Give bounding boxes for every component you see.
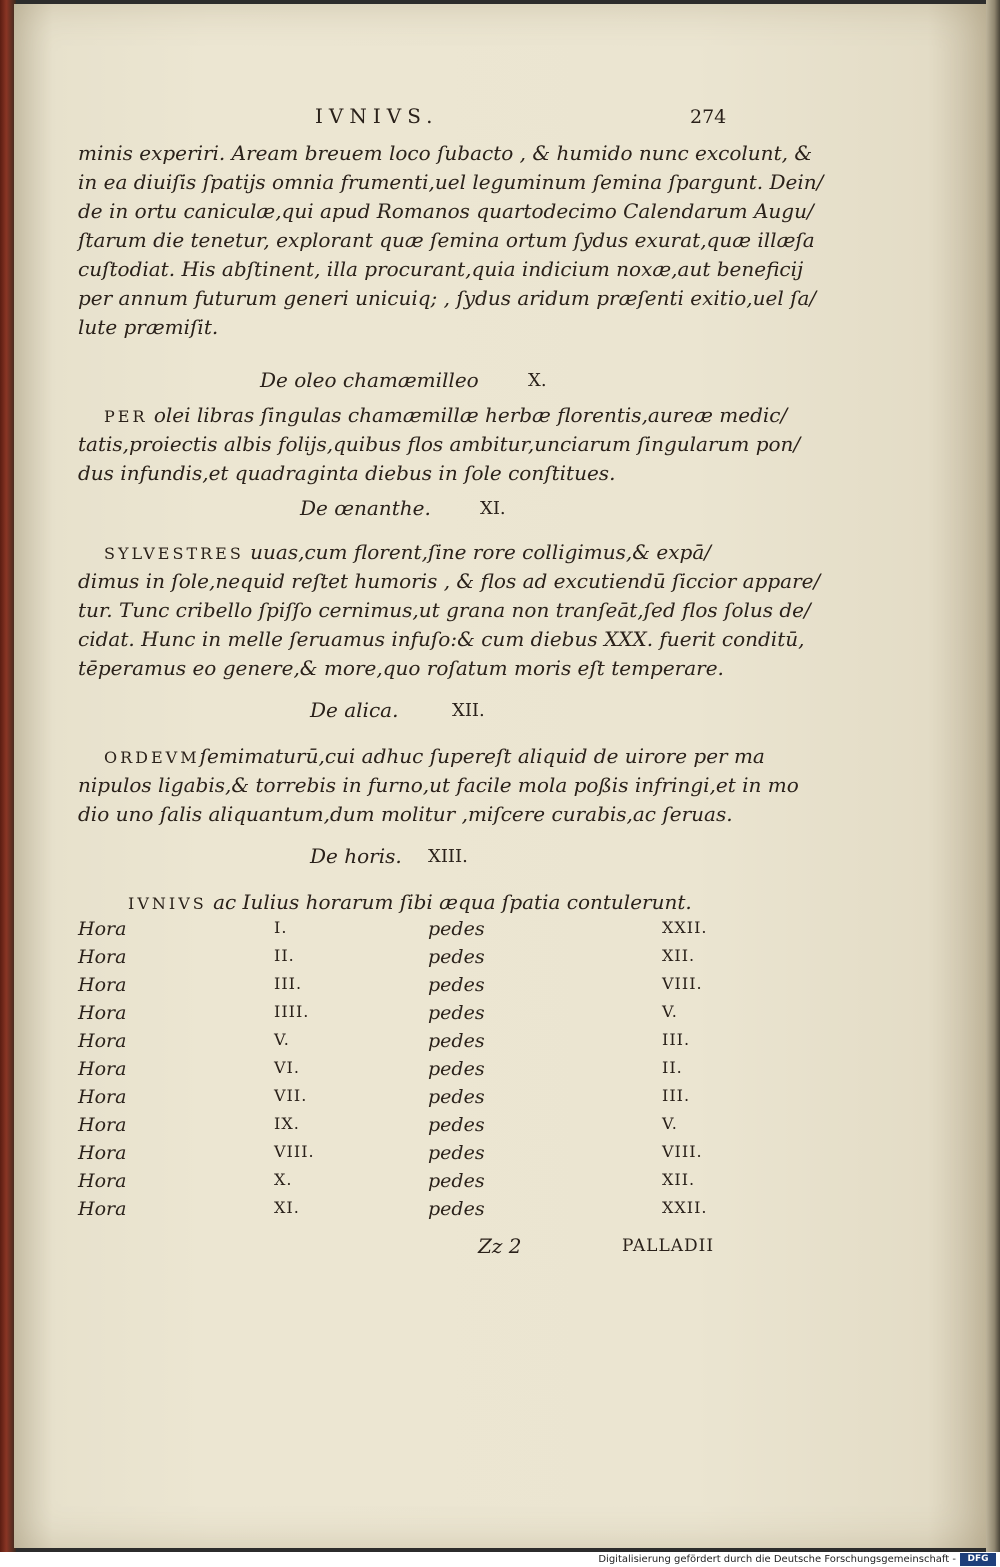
- initial-word: PER: [104, 407, 148, 426]
- table-cell: VI.: [274, 1058, 300, 1077]
- table-cell: IX.: [274, 1114, 300, 1133]
- table-cell: Hora: [78, 1198, 127, 1220]
- running-head: IVNIVS.: [315, 104, 439, 128]
- table-cell: III.: [274, 974, 303, 993]
- initial-word: ORDEVM: [104, 748, 200, 767]
- table-cell: pedes: [428, 1086, 485, 1108]
- table-cell: X.: [274, 1170, 293, 1189]
- section-numeral: XIII.: [428, 846, 468, 867]
- table-cell: pedes: [428, 1198, 485, 1220]
- table-cell: Hora: [78, 1114, 127, 1136]
- table-cell: Hora: [78, 946, 127, 968]
- table-cell: I.: [274, 918, 288, 937]
- table-cell: pedes: [428, 1002, 485, 1024]
- text-line: cuſtodiat. His abſtinent, illa procurant,quia indicium noxæ,aut beneficij: [78, 257, 804, 281]
- table-cell: VIII.: [274, 1142, 315, 1161]
- text-line: per annum futurum generi unicuiq; , ſydus aridum præſenti exitio,uel ſa/: [78, 286, 817, 310]
- table-cell: pedes: [428, 1142, 485, 1164]
- table-row: [78, 1114, 728, 1142]
- table-cell: Hora: [78, 1170, 127, 1192]
- text-line: ſtarum die tenetur, explorant quæ ſemina ortum ſydus exurat,quæ illæſa: [78, 228, 815, 252]
- table-cell: Hora: [78, 1058, 127, 1080]
- section-title: De alica.: [310, 698, 399, 722]
- text-line: cidat. Hunc in melle ſeruamus infuſo:& cum diebus XXX. fuerit conditū,: [78, 627, 805, 651]
- table-cell: pedes: [428, 1058, 485, 1080]
- table-cell: pedes: [428, 918, 485, 940]
- table-cell: XXII.: [662, 918, 708, 937]
- table-row: [78, 918, 728, 946]
- table-cell: III.: [662, 1030, 691, 1049]
- table-cell: II.: [274, 946, 295, 965]
- table-cell: Hora: [78, 1086, 127, 1108]
- table-row: [78, 1170, 728, 1198]
- table-cell: VIII.: [662, 974, 703, 993]
- text-span: ac Iulius horarum ſibi æqua ſpatia contulerunt.: [206, 890, 692, 914]
- text-line: lute præmiſit.: [78, 315, 219, 339]
- text-span: uuas,cum florent,ſine rore colligimus,& expā/: [243, 540, 711, 564]
- text-line: dio uno ſalis aliquantum,dum molitur ,miſcere curabis,ac ſeruas.: [78, 802, 733, 826]
- credit-text: Digitalisierung gefördert durch die Deutsche Forschungsgemeinschaft -: [598, 1554, 956, 1565]
- table-cell: VII.: [274, 1086, 308, 1105]
- text-line: dus infundis,et quadraginta diebus in ſole conſtitues.: [78, 461, 616, 485]
- table-cell: III.: [662, 1086, 691, 1105]
- table-row: [78, 974, 728, 1002]
- table-row: [78, 1086, 728, 1114]
- table-cell: XII.: [662, 946, 696, 965]
- section-title: De œnanthe.: [300, 496, 431, 520]
- table-row: [78, 1002, 728, 1030]
- text-line: minis experiri. Aream breuem loco ſubacto , & humido nunc excolunt, &: [78, 141, 813, 165]
- text-span: olei libras ſingulas chamæmillæ herbæ florentis,aureæ medic/: [147, 403, 788, 427]
- section-numeral: XI.: [480, 498, 506, 519]
- page-number: 274: [690, 106, 727, 128]
- table-cell: XXII.: [662, 1198, 708, 1217]
- table-cell: pedes: [428, 974, 485, 996]
- text-line: de in ortu caniculæ,qui apud Romanos quartodecimo Calendarum Augu/: [78, 199, 814, 223]
- table-cell: Hora: [78, 974, 127, 996]
- text-line: nipulos ligabis,& torrebis in furno,ut facile mola poßis infringi,et in mo: [78, 773, 799, 797]
- table-row: [78, 1198, 728, 1226]
- table-cell: pedes: [428, 1030, 485, 1052]
- table-row: [78, 1058, 728, 1086]
- section-title: De horis.: [310, 844, 402, 868]
- page-fore-edge: [986, 0, 1000, 1552]
- table-cell: pedes: [428, 1114, 485, 1136]
- table-cell: V.: [274, 1030, 290, 1049]
- text-line: tēperamus eo genere,& more,quo roſatum moris eſt temperare.: [78, 656, 724, 680]
- table-cell: pedes: [428, 1170, 485, 1192]
- digitization-credit-bar: [0, 1552, 1000, 1567]
- table-cell: V.: [662, 1002, 678, 1021]
- text-line: [104, 742, 765, 772]
- section-title: De oleo chamæmilleo: [260, 368, 479, 392]
- text-line: tatis,proiectis albis folijs,quibus flos ambitur,unciarum ſingularum pon/: [78, 432, 801, 456]
- text-line: dimus in ſole,nequid reſtet humoris , & flos ad excutiendū ſiccior appare/: [78, 569, 821, 593]
- dfg-logo: DFG: [960, 1553, 996, 1566]
- catchword: PALLADII: [622, 1236, 715, 1256]
- table-cell: II.: [662, 1058, 683, 1077]
- table-cell: XII.: [662, 1170, 696, 1189]
- text-line: [128, 888, 728, 918]
- table-row: [78, 1030, 728, 1058]
- table-cell: Hora: [78, 918, 127, 940]
- section-numeral: X.: [528, 370, 547, 391]
- table-row: [78, 1142, 728, 1170]
- text-span: ſemimaturū,cui adhuc ſupereſt aliquid de uirore per ma: [199, 744, 765, 768]
- initial-word: IVNIVS: [128, 894, 207, 913]
- table-cell: IIII.: [274, 1002, 310, 1021]
- table-cell: Hora: [78, 1002, 127, 1024]
- table-cell: pedes: [428, 946, 485, 968]
- table-cell: VIII.: [662, 1142, 703, 1161]
- text-line: in ea diuiſis ſpatijs omnia frumenti,uel leguminum ſemina ſpargunt. Dein/: [78, 170, 824, 194]
- text-line: tur. Tunc cribello ſpiſſo cernimus,ut grana non tranſeāt,ſed flos ſolus de/: [78, 598, 811, 622]
- text-line: [104, 538, 724, 568]
- section-numeral: XII.: [452, 700, 485, 721]
- initial-word: SYLVESTRES: [104, 544, 244, 563]
- signature-mark: Zz 2: [478, 1234, 522, 1258]
- table-cell: Hora: [78, 1142, 127, 1164]
- table-cell: XI.: [274, 1198, 300, 1217]
- table-cell: V.: [662, 1114, 678, 1133]
- table-row: [78, 946, 728, 974]
- table-cell: Hora: [78, 1030, 127, 1052]
- text-line: [104, 401, 788, 431]
